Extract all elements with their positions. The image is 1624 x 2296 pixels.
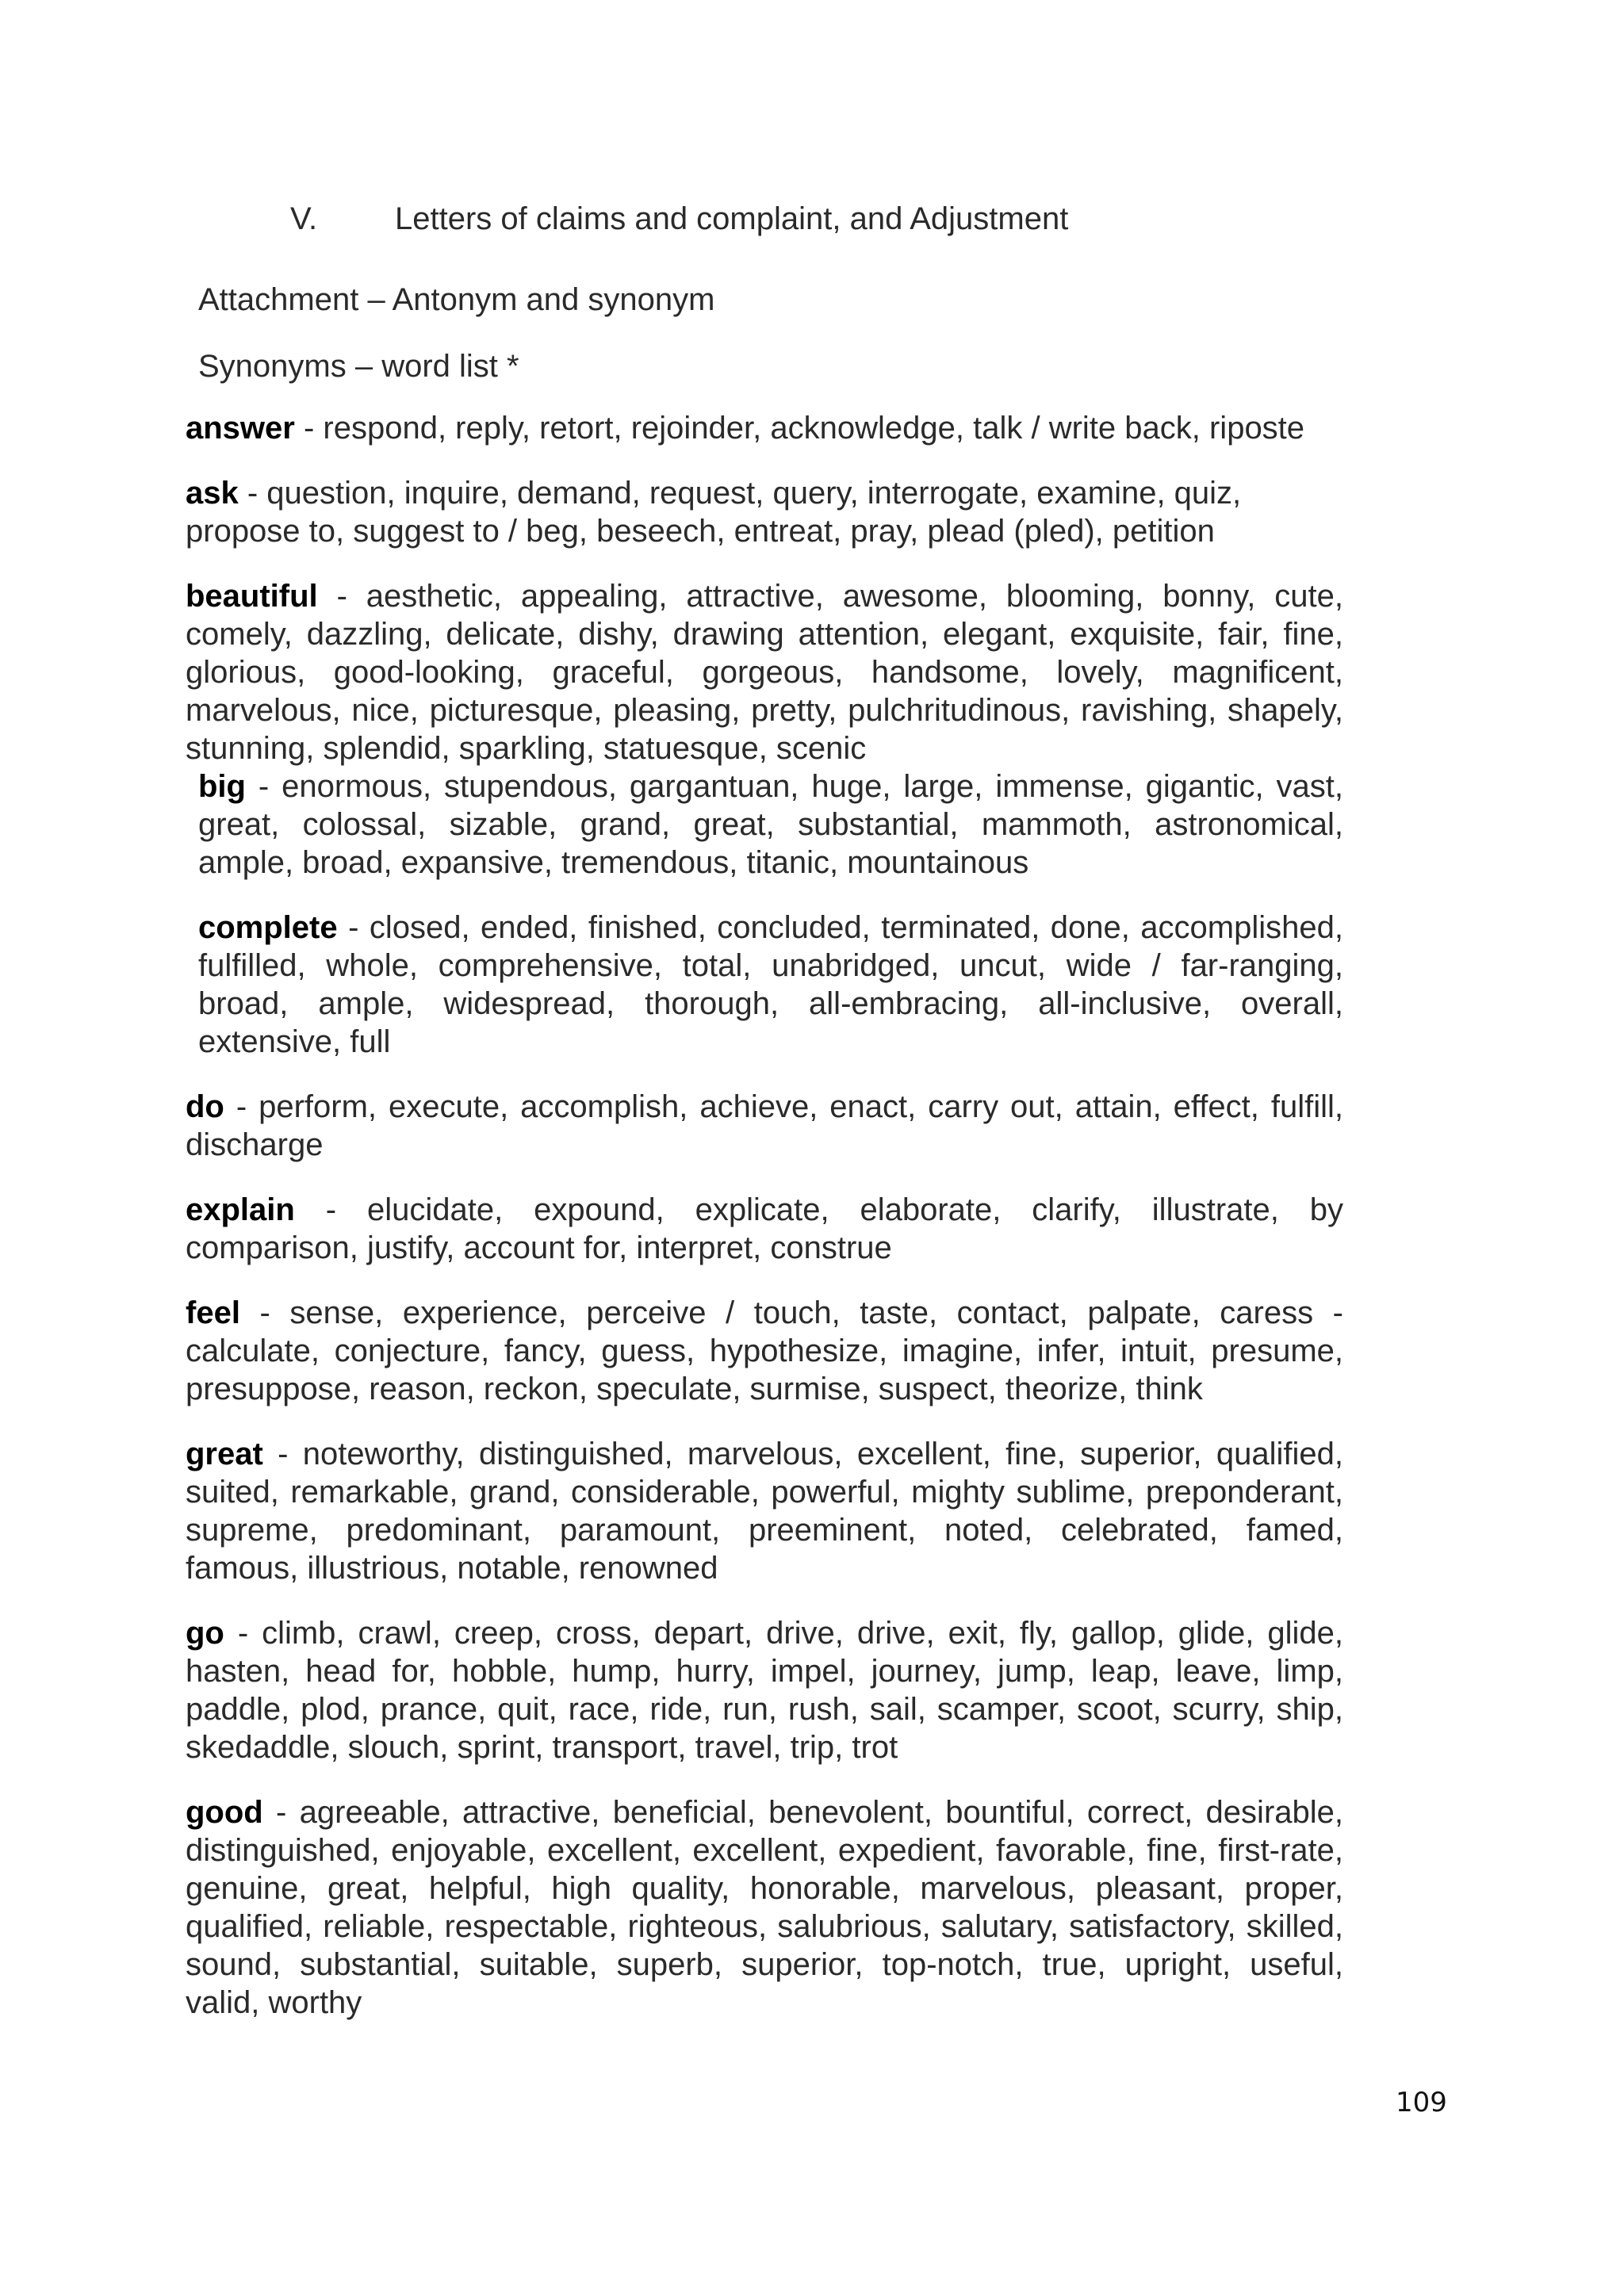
section-number: V. [290,201,318,236]
entry-synonyms: - noteworthy, distinguished, marvelous, excellent, fine, superior, qualified, suited, remarkable, grand, considerable, powerful, mighty sublime, preponderant, supreme, predominant, paramount, preeminent, noted, celebrated, famed, famous, illustrious, notable, renowned [186,1437,1343,1586]
synonym-entry-answer [186,409,1343,447]
entry-word: go [186,1616,224,1651]
entry-synonyms: - perform, execute, accomplish, achieve, enact, carry out, attain, effect, fulfill, discharge [186,1089,1343,1162]
entry-synonyms: - climb, crawl, creep, cross, depart, drive, drive, exit, fly, gallop, glide, glide, hasten, head for, hobble, hump, hurry, impel, journey, jump, leap, leave, limp, paddle, plod, prance, quit, race, ride, run, rush, sail, scamper, scoot, scurry, ship, skedaddle, slouch, sprint, transport, travel, trip, trot [186,1616,1343,1765]
entry-synonyms: - elucidate, expound, explicate, elaborate, clarify, illustrate, by comparison, justify, account for, interpret, construe [186,1192,1343,1265]
entry-word: great [186,1437,263,1471]
synonym-entry-go [186,1614,1343,1766]
entry-synonyms: - closed, ended, finished, concluded, terminated, done, accomplished, fulfilled, whole, comprehensive, total, unabridged, uncut, wide / far-ranging, broad, ample, widespread, thorough, all-embracing, all-inclusive, overall, extensive, full [198,910,1343,1059]
synonym-entry-big [198,767,1343,882]
synonym-entry-complete [198,909,1343,1061]
synonym-entry-great [186,1435,1343,1587]
section-heading [290,195,1068,243]
synonym-entry-explain [186,1191,1343,1267]
entry-synonyms: - agreeable, attractive, beneficial, benevolent, bountiful, correct, desirable, distinguished, enjoyable, excellent, excellent, expedient, favorable, fine, first-rate, genuine, great, helpful, high quality, honorable, marvelous, pleasant, proper, qualified, reliable, respectable, righteous, salubrious, salutary, satisfactory, skilled, sound, substantial, suitable, superb, superior, top-notch, true, upright, useful, valid, worthy [186,1795,1343,2020]
page-number: 109 [1396,2087,1447,2118]
entry-word: do [186,1089,224,1124]
entry-word: beautiful [186,579,318,614]
entry-synonyms: - sense, experience, perceive / touch, taste, contact, palpate, caress - calculate, conjecture, fancy, guess, hypothesize, imagine, infer, intuit, presume, presuppose, reason, reckon, speculate, surmise, suspect, theorize, think [186,1295,1343,1406]
section-title: Letters of claims and complaint, and Adjustment [395,201,1069,236]
entry-word: complete [198,910,338,945]
synonym-list [186,409,1343,2049]
synonym-entry-feel [186,1294,1343,1408]
synonym-entry-beautiful [186,577,1343,767]
attachment-label: Attachment – Antonym and synonym [198,282,715,317]
synonym-entry-good [186,1793,1343,2022]
entry-word: answer [186,411,295,446]
entry-word: ask [186,476,239,511]
entry-synonyms: - question, inquire, demand, request, query, interrogate, examine, quiz, propose to, suggest to / beg, beseech, entreat, pray, plead (pled), petition [186,476,1242,549]
entry-word: good [186,1795,263,1830]
synonym-entry-ask [186,474,1343,550]
synonym-entry-do [186,1088,1343,1164]
entry-word: big [198,769,246,804]
entry-synonyms: - respond, reply, retort, rejoinder, acknowledge, talk / write back, riposte [294,411,1305,446]
entry-synonyms: - enormous, stupendous, gargantuan, huge, large, immense, gigantic, vast, great, colossal, sizable, grand, great, substantial, mammoth, astronomical, ample, broad, expansive, tremendous, titanic, mountainous [198,769,1343,880]
list-title: Synonyms – word list * [198,349,519,384]
entry-synonyms: - aesthetic, appealing, attractive, awesome, blooming, bonny, cute, comely, dazzling, delicate, dishy, drawing attention, elegant, exquisite, fair, fine, glorious, good-looking, graceful, gorgeous, handsome, lovely, magnificent, marvelous, nice, picturesque, pleasing, pretty, pulchritudinous, ravishing, shapely, stunning, splendid, sparkling, statuesque, scenic [186,579,1343,766]
entry-word: explain [186,1192,295,1227]
entry-word: feel [186,1295,240,1330]
